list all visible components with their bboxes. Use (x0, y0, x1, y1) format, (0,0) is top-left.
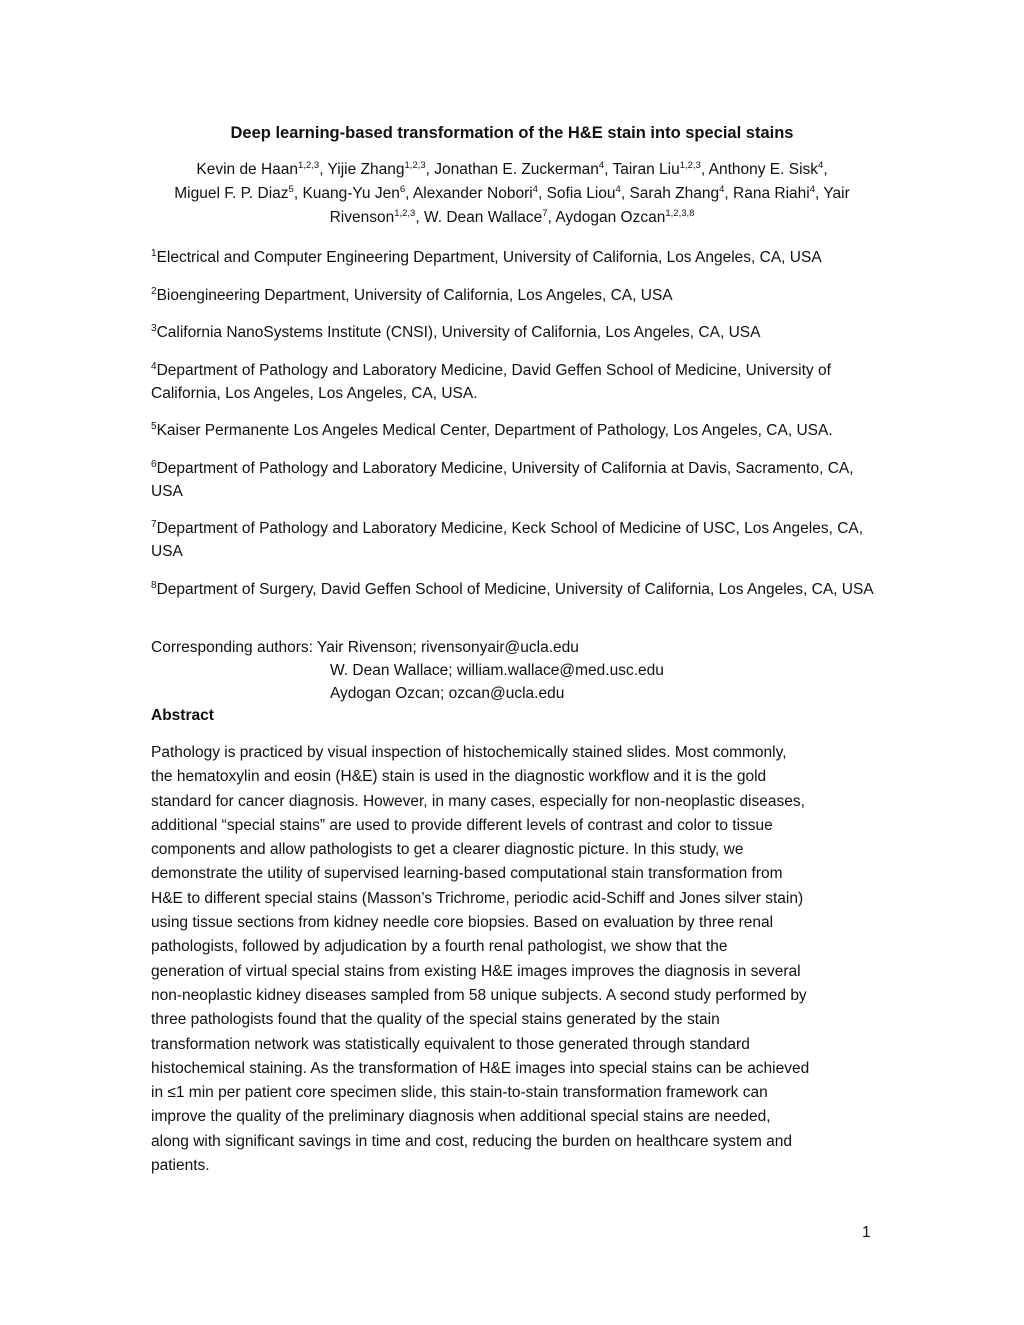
author: Anthony E. Sisk$^4$, (708, 159, 828, 178)
corresponding-authors (151, 636, 881, 705)
abstract-line: pathologists, followed by adjudication by a fourth renal pathologist, we show that the (151, 938, 728, 956)
abstract-line: additional “special stains” are used to provide different levels of contrast and color to tissue (151, 816, 773, 834)
abstract-line: along with significant savings in time and cost, reducing the burden on healthcare system and (151, 1132, 793, 1150)
author: Sarah Zhang$^4$, (629, 183, 734, 202)
affiliation-mark: 7 (151, 518, 157, 530)
affiliation: $^4$Department of Pathology and Laboratory Medicine, David Geffen School of Medicine, University of California, Los Angeles, Los Angeles, CA, USA. (151, 360, 831, 402)
author: Miguel F. P. Diaz$^5$, (174, 183, 303, 202)
affiliation: $^7$Department of Pathology and Laboratory Medicine, Keck School of Medicine of USC, Los Angeles, CA, USA (151, 518, 864, 560)
author: Sofia Liou$^4$, (546, 183, 630, 202)
abstract-line: three pathologists found that the quality of the special stains generated by the stain (151, 1011, 720, 1029)
affiliation-mark: 5 (151, 420, 157, 432)
abstract-line: the hematoxylin and eosin (H&E) stain is used in the diagnostic workflow and it is the gold (151, 768, 767, 786)
author: Yair Rivenson$^{1,2,3}$, (329, 185, 850, 226)
author: Jonathan E. Zuckerman$^4$, (434, 159, 613, 178)
affiliation-list (151, 246, 881, 615)
abstract-body (151, 741, 881, 1178)
abstract-line: improve the quality of the preliminary diagnosis when additional special stains are needed, (151, 1108, 771, 1126)
author-affiliation-marks: 5 (288, 183, 294, 195)
author: Alexander Nobori$^4$, (412, 183, 547, 202)
author-affiliation-marks: 1,2,3 (394, 207, 416, 219)
author: Aydogan Ozcan$^{1,2,3,8}$ (555, 207, 695, 226)
affiliation: $^6$Department of Pathology and Laboratory Medicine, University of California at Davis, Sacramento, CA, USA (151, 458, 854, 500)
abstract-line: transformation network was statistically equivalent to those generated through standard (151, 1035, 750, 1053)
abstract-line: non-neoplastic kidney diseases sampled from 58 unique subjects. A second study performed by (151, 986, 807, 1004)
corresponding-entry: Yair Rivenson; rivensonyair@ucla.edu (317, 639, 579, 656)
affiliation-mark: 1 (151, 247, 157, 259)
author-affiliation-marks: 6 (399, 183, 406, 195)
author-affiliation-marks: 1,2,3 (298, 159, 320, 171)
affiliation-mark: 8 (151, 579, 157, 591)
author-affiliation-marks: 1,2,3 (404, 159, 426, 171)
author-affiliation-marks: 4 (598, 159, 605, 171)
author-affiliation-marks: 4 (615, 183, 621, 195)
corresponding-line (151, 636, 881, 659)
author: Kuang-Yu Jen$^6$, (302, 183, 413, 202)
abstract-line: H&E to different special stains (Masson’s Trichrome, periodic acid-Schiff and Jones silver stain) (151, 889, 804, 907)
author-affiliation-marks: 4 (719, 183, 725, 195)
abstract-line: patients. (151, 1157, 210, 1175)
affiliation: $^1$Electrical and Computer Engineering Department, University of California, Los Angeles, CA, USA (151, 247, 822, 266)
author-affiliation-marks: 4 (809, 183, 815, 195)
corresponding-entry: Aydogan Ozcan; ozcan@ucla.edu (330, 685, 565, 702)
abstract-line: components and allow pathologists to get a clearer diagnostic picture. In this study, we (151, 841, 744, 859)
corresponding-entry: W. Dean Wallace; william.wallace@med.usc.edu (330, 662, 664, 679)
author: Kevin de Haan$^{1,2,3}$, (196, 159, 328, 178)
abstract-line: generation of virtual special stains from existing H&E images improves the diagnosis in several (151, 962, 801, 980)
abstract-heading: Abstract (151, 707, 214, 724)
author: Tairan Liu$^{1,2,3}$, (612, 159, 709, 178)
affiliation-mark: 2 (151, 285, 157, 297)
author: Rana Riahi$^4$, (733, 183, 824, 202)
affiliation: $^3$California NanoSystems Institute (CNSI), University of California, Los Angeles, CA, USA (151, 322, 761, 341)
author-list (140, 158, 884, 230)
paper-title: Deep learning-based transformation of the H&E stain into special stains (230, 124, 794, 142)
abstract-line: histochemical staining. As the transformation of H&E images into special stains can be achieved (151, 1059, 810, 1077)
author-affiliation-marks: 4 (818, 159, 824, 171)
author: Yijie Zhang$^{1,2,3}$, (327, 159, 435, 178)
abstract-line: standard for cancer diagnosis. However, in many cases, especially for non-neoplastic diseases, (151, 792, 805, 810)
author: W. Dean Wallace$^7$, (423, 207, 556, 226)
affiliation: $^5$Kaiser Permanente Los Angeles Medical Center, Department of Pathology, Los Angeles, CA, USA. (151, 420, 833, 439)
affiliation: $^2$Bioengineering Department, University of California, Los Angeles, CA, USA (151, 285, 673, 304)
page-number: 1 (862, 1224, 871, 1241)
corresponding-label: Corresponding authors: (151, 639, 313, 656)
affiliation-mark: 4 (151, 360, 157, 372)
affiliation-mark: 6 (151, 458, 157, 470)
author-affiliation-marks: 1,2,3,8 (665, 207, 695, 219)
abstract-line: demonstrate the utility of supervised learning-based computational stain transformation from (151, 865, 783, 883)
affiliation: $^8$Department of Surgery, David Geffen School of Medicine, University of California, Los Angeles, CA, USA (151, 579, 874, 598)
author-affiliation-marks: 4 (532, 183, 538, 195)
affiliation-mark: 3 (151, 322, 157, 334)
abstract-line: using tissue sections from kidney needle core biopsies. Based on evaluation by three renal (151, 914, 774, 932)
author-affiliation-marks: 1,2,3 (679, 159, 701, 171)
abstract-line: in ≤1 min per patient core specimen slide, this stain-to-stain transformation framework can (151, 1084, 768, 1102)
author-affiliation-marks: 7 (542, 207, 548, 219)
abstract-line: Pathology is practiced by visual inspection of histochemically stained slides. Most commonly, (151, 744, 787, 761)
